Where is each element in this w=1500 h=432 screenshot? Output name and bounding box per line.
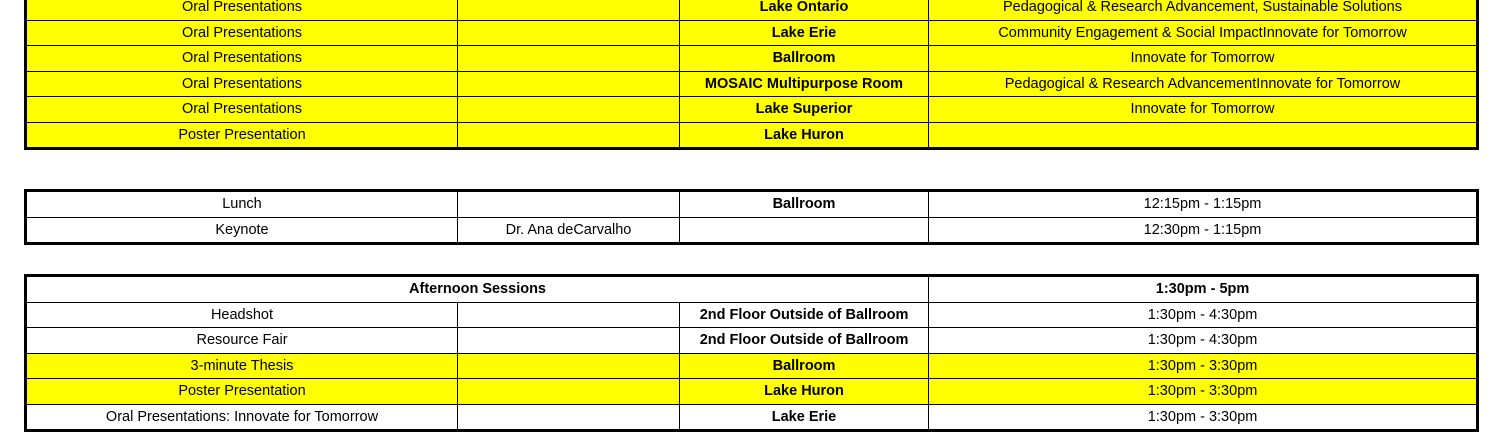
presenter-cell: [458, 353, 680, 379]
presenter-cell: [458, 20, 680, 46]
event-cell: Oral Presentations: [26, 71, 458, 97]
time-cell: 1:30pm - 4:30pm: [929, 328, 1478, 354]
morning-sessions-table: [24, 0, 1479, 150]
presenter-cell: Dr. Ana deCarvalho: [458, 217, 680, 244]
info-cell: Innovate for Tomorrow: [929, 46, 1478, 72]
presenter-cell: [458, 97, 680, 123]
event-cell: Poster Presentation: [26, 122, 458, 149]
event-cell: Poster Presentation: [26, 379, 458, 405]
info-cell: Community Engagement & Social ImpactInnovate for Tomorrow: [929, 20, 1478, 46]
event-cell: 3-minute Thesis: [26, 353, 458, 379]
time-cell: 1:30pm - 4:30pm: [929, 302, 1478, 328]
presenter-cell: [458, 71, 680, 97]
time-cell: 12:15pm - 1:15pm: [929, 191, 1478, 218]
section-title: Afternoon Sessions: [26, 276, 929, 303]
time-cell: 1:30pm - 3:30pm: [929, 379, 1478, 405]
location-cell: Lake Erie: [680, 20, 929, 46]
location-cell: [680, 217, 929, 244]
table-row: [26, 20, 1478, 46]
info-cell: [929, 122, 1478, 149]
event-cell: Oral Presentations: [26, 97, 458, 123]
event-cell: Oral Presentations: [26, 46, 458, 72]
table-row: [26, 217, 1478, 244]
table-row: [26, 353, 1478, 379]
info-cell: Pedagogical & Research AdvancementInnovate for Tomorrow: [929, 71, 1478, 97]
location-cell: Ballroom: [680, 46, 929, 72]
location-cell: 2nd Floor Outside of Ballroom: [680, 302, 929, 328]
location-cell: 2nd Floor Outside of Ballroom: [680, 328, 929, 354]
location-cell: Ballroom: [680, 191, 929, 218]
time-cell: 1:30pm - 3:30pm: [929, 353, 1478, 379]
location-cell: MOSAIC Multipurpose Room: [680, 71, 929, 97]
afternoon-sessions-table: [24, 274, 1479, 432]
event-cell: Resource Fair: [26, 328, 458, 354]
section-time: 1:30pm - 5pm: [929, 276, 1478, 303]
location-cell: Lake Huron: [680, 379, 929, 405]
event-cell: Headshot: [26, 302, 458, 328]
event-cell: Oral Presentations: [26, 20, 458, 46]
presenter-cell: [458, 0, 680, 20]
location-cell: Lake Superior: [680, 97, 929, 123]
table-row: [26, 71, 1478, 97]
table-row: [26, 46, 1478, 72]
time-cell: 1:30pm - 3:30pm: [929, 404, 1478, 431]
table-row: [26, 0, 1478, 20]
section-header-row: [26, 276, 1478, 303]
location-cell: Lake Huron: [680, 122, 929, 149]
presenter-cell: [458, 328, 680, 354]
presenter-cell: [458, 46, 680, 72]
event-cell: Lunch: [26, 191, 458, 218]
table-row: [26, 191, 1478, 218]
event-cell: Oral Presentations: Innovate for Tomorrow: [26, 404, 458, 431]
table-row: [26, 404, 1478, 431]
info-cell: Pedagogical & Research Advancement, Sustainable Solutions: [929, 0, 1478, 20]
presenter-cell: [458, 302, 680, 328]
table-row: [26, 302, 1478, 328]
location-cell: Lake Erie: [680, 404, 929, 431]
presenter-cell: [458, 122, 680, 149]
location-cell: Lake Ontario: [680, 0, 929, 20]
event-cell: Oral Presentations: [26, 0, 458, 20]
location-cell: Ballroom: [680, 353, 929, 379]
table-row: [26, 122, 1478, 149]
presenter-cell: [458, 379, 680, 405]
presenter-cell: [458, 191, 680, 218]
presenter-cell: [458, 404, 680, 431]
time-cell: 12:30pm - 1:15pm: [929, 217, 1478, 244]
table-row: [26, 328, 1478, 354]
lunch-keynote-table: [24, 189, 1479, 245]
event-cell: Keynote: [26, 217, 458, 244]
info-cell: Innovate for Tomorrow: [929, 97, 1478, 123]
table-row: [26, 97, 1478, 123]
table-row: [26, 379, 1478, 405]
